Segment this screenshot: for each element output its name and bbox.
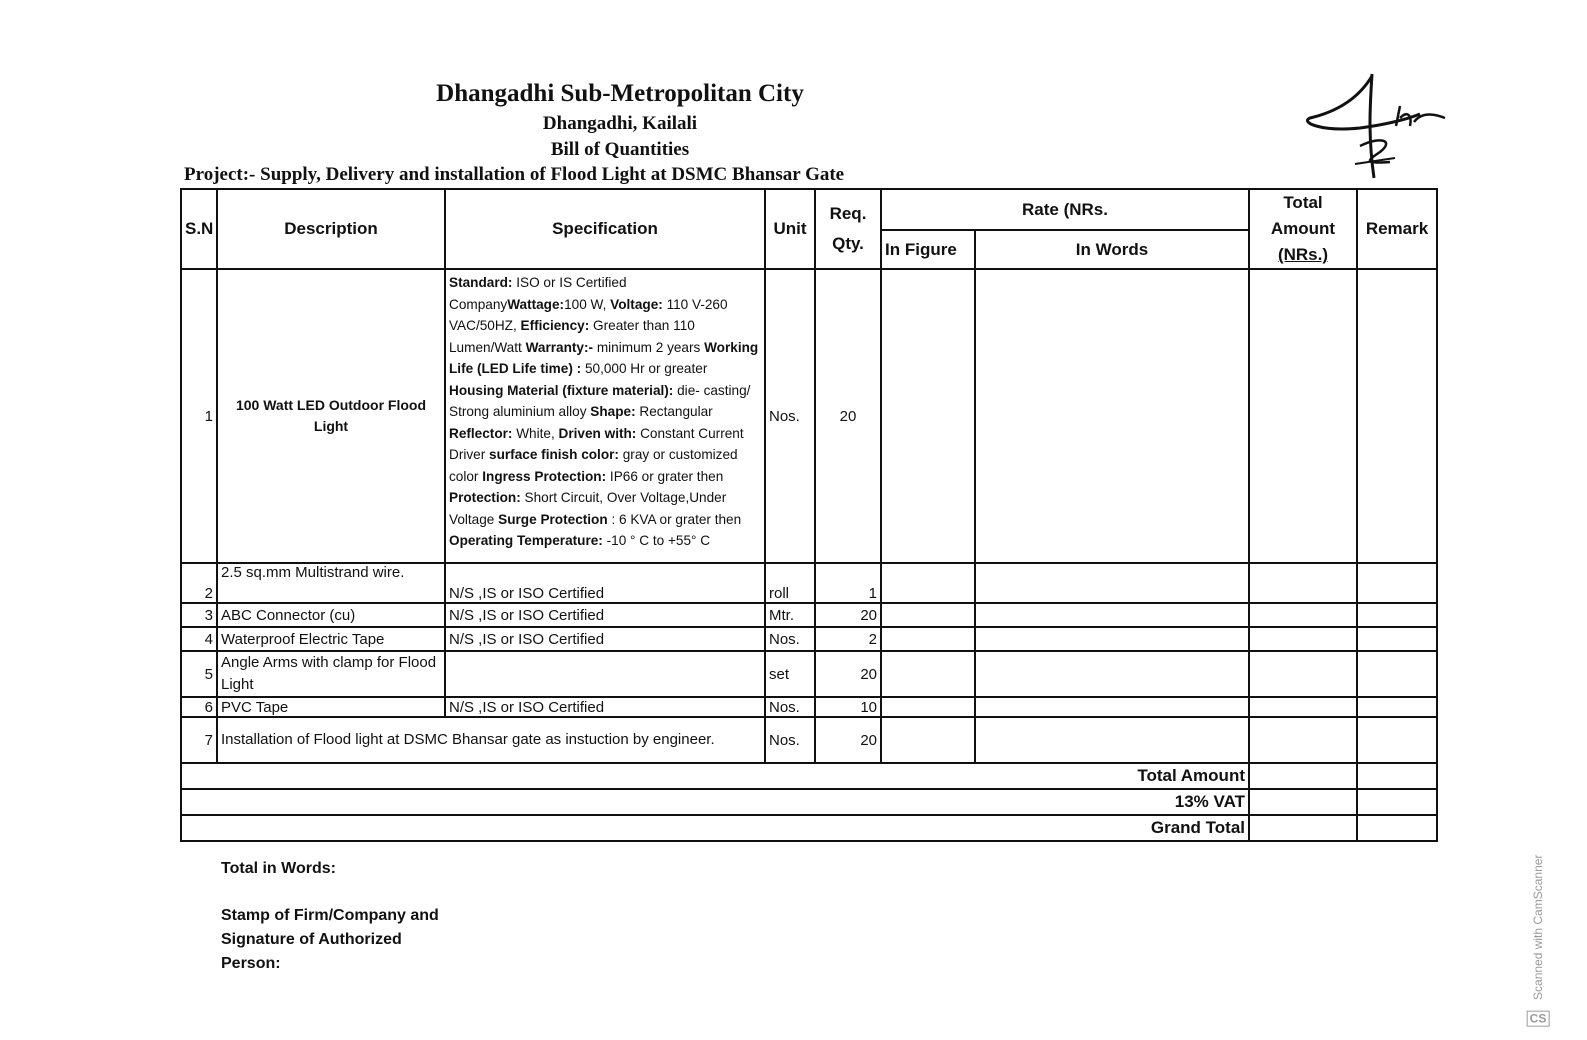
table-row-1 <box>181 269 1437 563</box>
item7-remark <box>1357 717 1437 763</box>
item5-rate-figure <box>881 651 975 697</box>
camscanner-logo: CS <box>1527 1011 1550 1027</box>
vat-row <box>181 789 1437 815</box>
spec-label: Housing Material (fixture material): <box>449 382 674 398</box>
table-row-4 <box>181 627 1437 651</box>
spec-value: White, <box>512 425 559 441</box>
item6-rate-figure <box>881 697 975 717</box>
item5-total <box>1249 651 1357 697</box>
item1-total <box>1249 269 1357 563</box>
grand-total-value <box>1249 815 1357 841</box>
table-row-6 <box>181 697 1437 717</box>
spec-label: Reflector: <box>449 425 513 441</box>
spec-label: surface finish color: <box>489 447 619 462</box>
spec-label: Warranty:- <box>525 339 594 355</box>
item1-description: 100 Watt LED Outdoor Flood Light <box>217 269 445 563</box>
item3-description: ABC Connector (cu) <box>217 603 445 627</box>
header-description: Description <box>217 189 445 269</box>
header-total-line1: Total <box>1283 193 1323 212</box>
location-subtitle: Dhangadhi, Kailali <box>542 113 698 134</box>
item7-total <box>1249 717 1357 763</box>
item6-qty: 10 <box>815 697 881 717</box>
total-amount-label: Total Amount <box>181 763 1249 789</box>
item1-rate-figure <box>881 269 975 563</box>
item3-remark <box>1357 603 1437 627</box>
project-title: Project:- Supply, Delivery and installation of Flood Light at DSMC Bhansar Gate <box>184 164 845 185</box>
item2-rate-figure <box>881 563 975 603</box>
item5-unit: set <box>765 651 815 697</box>
header-rate: Rate (NRs. <box>881 189 1249 230</box>
document-title: Bill of Quantities <box>550 139 690 160</box>
item3-rate-words <box>975 603 1249 627</box>
grand-total-row <box>181 815 1437 841</box>
camscanner-watermark <box>1530 855 1546 1030</box>
item2-total <box>1249 563 1357 603</box>
header-remark: Remark <box>1357 189 1437 269</box>
spec-value: die- casting/ Strong aluminium alloy <box>449 382 751 419</box>
item5-qty: 20 <box>815 651 881 697</box>
spec-label: Wattage: <box>507 296 565 312</box>
item4-rate-figure <box>881 627 975 651</box>
vat-value <box>1249 789 1357 815</box>
item6-total <box>1249 697 1357 717</box>
item6-rate-words <box>975 697 1249 717</box>
camscanner-text: Scanned with CamScanner <box>1531 854 1545 1000</box>
item1-qty: 20 <box>815 269 881 563</box>
item3-rate-figure <box>881 603 975 627</box>
item7-sn: 7 <box>181 717 217 763</box>
item7-qty: 20 <box>815 717 881 763</box>
grand-total-label: Grand Total <box>181 815 1249 841</box>
item6-sn: 6 <box>181 697 217 717</box>
item7-unit: Nos. <box>765 717 815 763</box>
spec-label: Operating Temperature: <box>449 533 603 548</box>
table-row-2 <box>181 563 1437 603</box>
item1-specification <box>445 269 765 563</box>
item3-specification: N/S ,IS or ISO Certified <box>445 603 765 627</box>
vat-label: 13% VAT <box>181 789 1249 815</box>
item2-rate-words <box>975 563 1249 603</box>
header-qty-line1: Req. <box>829 204 867 223</box>
item2-specification: N/S ,IS or ISO Certified <box>445 563 765 603</box>
header-in-words: In Words <box>975 230 1249 269</box>
spec-value: minimum 2 years <box>593 339 705 355</box>
spec-label: Voltage: <box>610 296 663 312</box>
item5-specification <box>445 651 765 697</box>
item4-description: Waterproof Electric Tape <box>217 627 445 651</box>
vat-remark <box>1357 789 1437 815</box>
item1-spec-text <box>449 272 761 562</box>
spec-value: : 6 KVA or grater then <box>607 511 742 527</box>
spec-value: IP66 or grater then <box>606 468 724 484</box>
spec-label: Working Life (LED Life time) : <box>449 339 759 376</box>
item6-specification: N/S ,IS or ISO Certified <box>445 697 765 717</box>
item6-unit: Nos. <box>765 697 815 717</box>
spec-label: Protection: <box>449 490 521 505</box>
item4-rate-words <box>975 627 1249 651</box>
item3-total <box>1249 603 1357 627</box>
item5-rate-words <box>975 651 1249 697</box>
item2-remark <box>1357 563 1437 603</box>
item4-total <box>1249 627 1357 651</box>
header-specification: Specification <box>445 189 765 269</box>
table-header-row <box>181 189 1437 230</box>
item7-rate-figure <box>881 717 975 763</box>
spec-value: 110 V-260 VAC/50HZ, <box>449 296 728 333</box>
spec-value: Short Circuit, Over Voltage,Under Voltage <box>449 490 727 527</box>
header-qty-line2: Qty. <box>832 234 864 253</box>
header-total-line3: (NRs.) <box>1277 245 1329 264</box>
item4-remark <box>1357 627 1437 651</box>
stamp-signature-label: Stamp of Firm/Company and Signature of Authorized Person: <box>221 907 439 972</box>
item5-sn: 5 <box>181 651 217 697</box>
item2-description: 2.5 sq.mm Multistrand wire. <box>217 563 445 603</box>
item6-description: PVC Tape <box>217 697 445 717</box>
item4-specification: N/S ,IS or ISO Certified <box>445 627 765 651</box>
spec-value: Rectangular <box>635 404 713 419</box>
total-amount-value <box>1249 763 1357 789</box>
item1-sn: 1 <box>181 269 217 563</box>
org-title: Dhangadhi Sub-Metropolitan City <box>436 80 804 107</box>
item3-unit: Mtr. <box>765 603 815 627</box>
spec-label: Shape: <box>590 404 636 419</box>
spec-value: 100 W, <box>564 296 611 312</box>
item7-rate-words <box>975 717 1249 763</box>
table-row-7 <box>181 717 1437 763</box>
signature-icon <box>1300 66 1450 186</box>
spec-label: Driven with: <box>558 425 637 441</box>
item3-sn: 3 <box>181 603 217 627</box>
total-amount-remark <box>1357 763 1437 789</box>
item4-qty: 2 <box>815 627 881 651</box>
item1-unit: Nos. <box>765 269 815 563</box>
item5-remark <box>1357 651 1437 697</box>
header-qty <box>815 189 881 269</box>
item7-description: Installation of Flood light at DSMC Bhansar gate as instuction by engineer. <box>217 717 765 763</box>
item5-description: Angle Arms with clamp for Flood Light <box>217 651 445 697</box>
table-row-5 <box>181 651 1437 697</box>
item4-unit: Nos. <box>765 627 815 651</box>
item2-unit: roll <box>765 563 815 603</box>
spec-value: Constant Current Driver <box>449 425 744 462</box>
table-row-3 <box>181 603 1437 627</box>
item4-sn: 4 <box>181 627 217 651</box>
header-total-line2: Amount <box>1270 219 1336 238</box>
header-total-amount <box>1249 189 1357 269</box>
boq-table <box>180 188 1438 842</box>
spec-label: Standard: <box>449 275 513 290</box>
spec-label: Efficiency: <box>520 318 590 333</box>
total-amount-row <box>181 763 1437 789</box>
item2-sn: 2 <box>181 563 217 603</box>
spec-value: ISO or IS Certified Company <box>449 275 627 312</box>
grand-total-remark <box>1357 815 1437 841</box>
spec-value: 50,000 Hr or greater <box>581 361 708 376</box>
item1-remark <box>1357 269 1437 563</box>
header-unit: Unit <box>765 189 815 269</box>
spec-value: -10 ° C to +55° C <box>602 533 711 548</box>
spec-label: Ingress Protection: <box>482 468 607 484</box>
total-in-words-label: Total in Words: <box>221 860 336 877</box>
item1-rate-words <box>975 269 1249 563</box>
header-in-figure: In Figure <box>881 230 975 269</box>
item2-qty: 1 <box>815 563 881 603</box>
spec-value: Greater than 110 Lumen/Watt <box>449 318 695 355</box>
item6-remark <box>1357 697 1437 717</box>
spec-value: gray or customized color <box>449 447 738 484</box>
spec-label: Surge Protection <box>498 511 608 527</box>
item3-qty: 20 <box>815 603 881 627</box>
header-sn: S.N <box>181 189 217 269</box>
